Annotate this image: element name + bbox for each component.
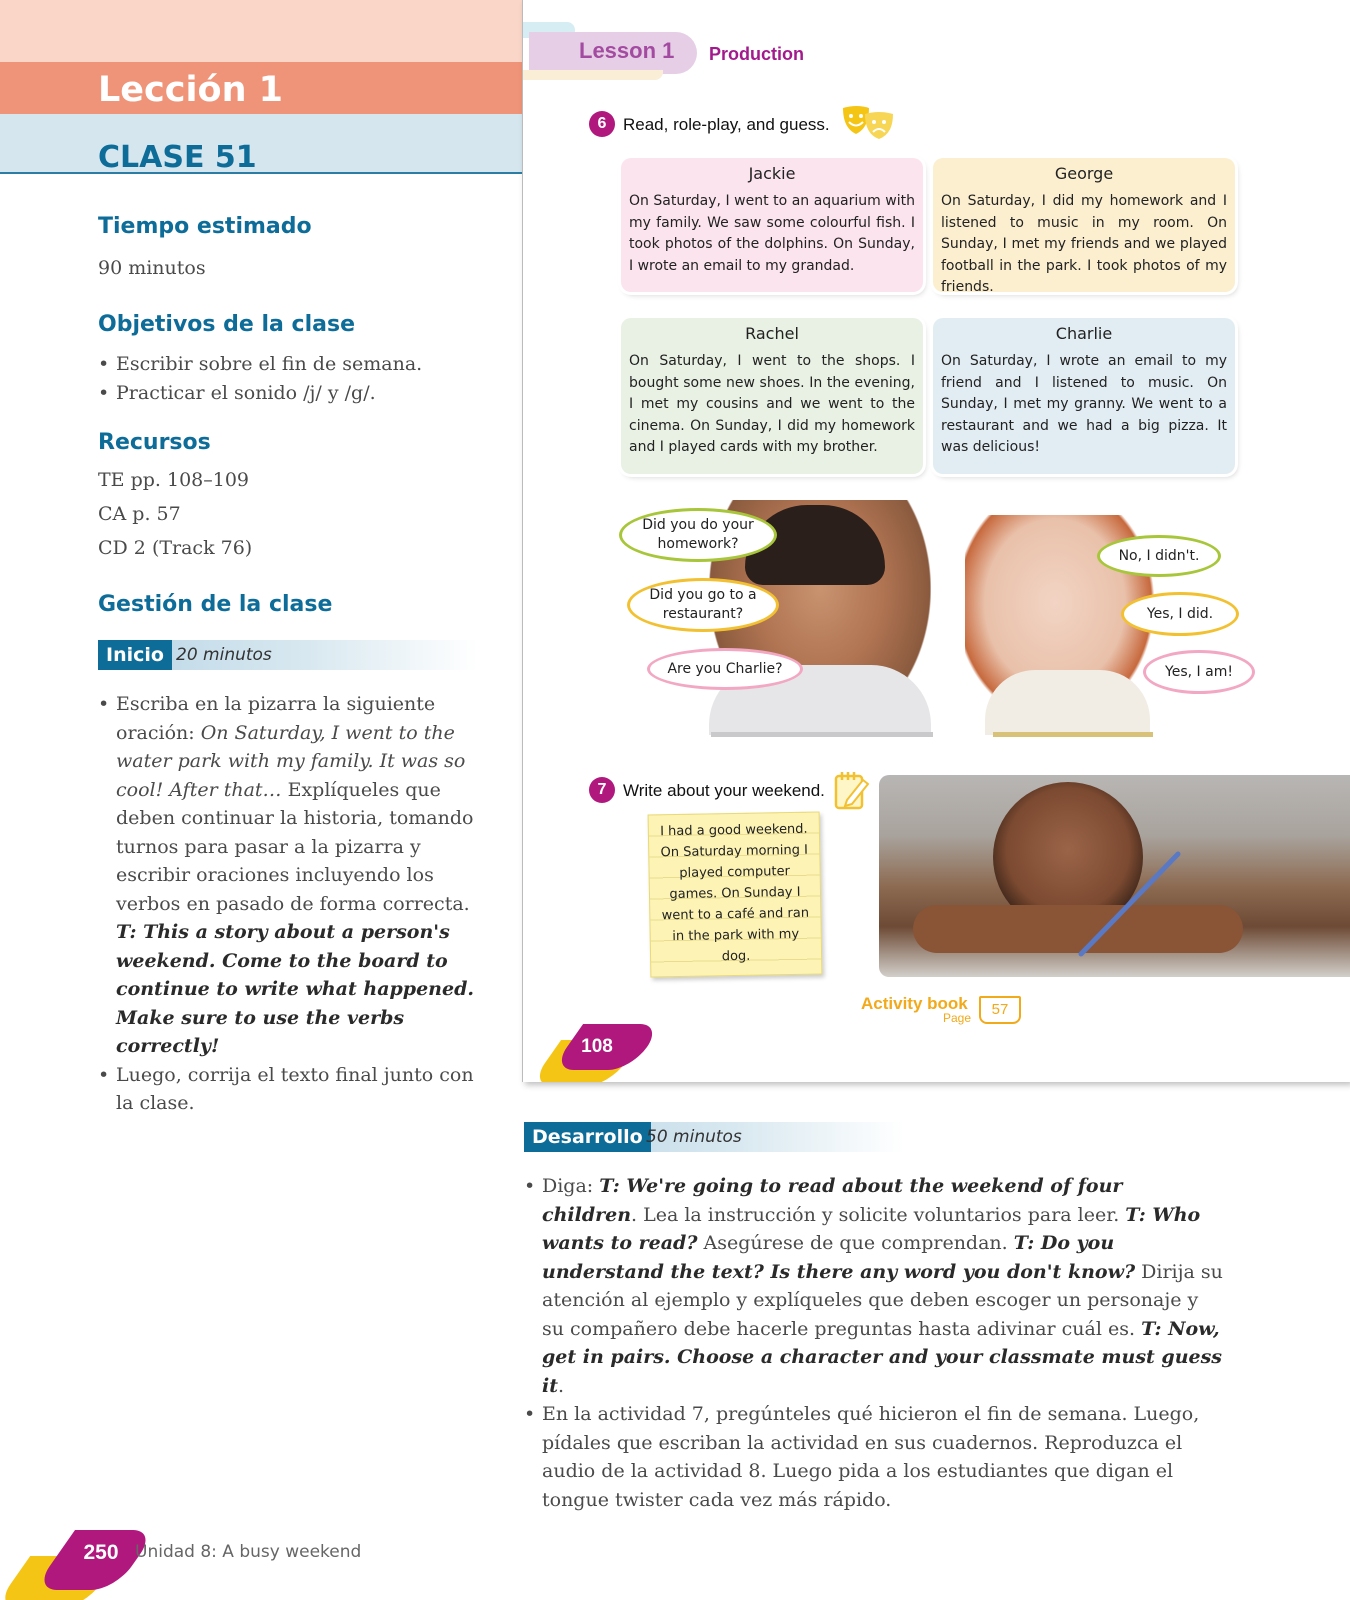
list-item: • En la actividad 7, pregúnteles qué hicieron el fin de semana. Luego, pídales que escriban la actividad en sus cuadernos. Reproduzca el audio de la actividad 8. Luego pida a los estudiantes que digan el tongue twister cada vez más rápido. bbox=[524, 1400, 1224, 1514]
desarrollo-label: Desarrollo bbox=[524, 1122, 651, 1152]
desarrollo-text-segment: . Lea la instrucción y solicite voluntarios para leer. bbox=[631, 1203, 1126, 1226]
inicio-time: 20 minutos bbox=[176, 645, 272, 665]
recurso-cd: CD 2 (Track 76) bbox=[98, 537, 253, 559]
card-name: Charlie bbox=[1055, 324, 1113, 343]
desarrollo-text-segment: . bbox=[558, 1374, 565, 1397]
photo-base bbox=[993, 732, 1153, 737]
activity-6-title: Read, role-play, and guess. bbox=[623, 115, 830, 134]
photo-base bbox=[711, 732, 933, 737]
desarrollo-bar bbox=[524, 1122, 904, 1152]
card-name: Rachel bbox=[745, 324, 799, 343]
unit-footer: Unidad 8: A busy weekend bbox=[135, 1542, 362, 1562]
pencil-notepad-icon bbox=[833, 770, 871, 812]
question-bubble: Are you Charlie? bbox=[647, 648, 803, 690]
list-item: • Escribir sobre el fin de semana. bbox=[98, 350, 498, 379]
girl-photo-shirt bbox=[985, 670, 1150, 735]
activity-book-page-label: Page bbox=[943, 1011, 972, 1025]
activity-7-number: 7 bbox=[589, 777, 615, 803]
card-text: On Saturday, I went to an aquarium with my family. We saw some colourful fish. I took photos of the dolphins. On Sunday, I wrote an email to my grandad. bbox=[629, 193, 915, 274]
desarrollo-text-segment: Asegúrese de que comprendan. bbox=[697, 1232, 1014, 1254]
leccion-title: Lección 1 bbox=[98, 70, 284, 110]
inicio-list bbox=[98, 690, 493, 1118]
inicio-quote: T: This a story about a person's weekend. Come to the board to continue to write what happened. Make sure to use the verbs correctly! bbox=[116, 921, 474, 1057]
pen-drawing bbox=[1073, 850, 1183, 960]
clase-band bbox=[0, 114, 522, 174]
recurso-te: TE pp. 108–109 bbox=[98, 469, 250, 491]
inicio-intro: Escriba en la pizarra la siguiente oración: bbox=[116, 693, 436, 744]
section-title: Production bbox=[709, 44, 804, 64]
question-bubble: Did you do your homework? bbox=[619, 508, 777, 562]
recursos-title: Recursos bbox=[98, 430, 211, 455]
card-text: On Saturday, I wrote an email to my friend and I listened to music. On Sunday, I met my granny. We went to a restaurant and we had a big pizza. It was delicious! bbox=[941, 353, 1227, 455]
list-item bbox=[524, 1172, 1224, 1400]
activity-7-title: Write about your weekend. bbox=[623, 781, 825, 800]
character-card-rachel bbox=[621, 318, 923, 474]
desarrollo-text-segment: T: Who wants to read? bbox=[542, 1203, 1201, 1254]
answer-bubble: Yes, I am! bbox=[1143, 650, 1255, 694]
desarrollo-text-segment: T: Do you understand the text? Is there any word you don't know? bbox=[542, 1232, 1136, 1283]
inicio-example: On Saturday, I went to the water park with my family. It was so cool! After that… bbox=[116, 721, 466, 801]
character-card-george bbox=[933, 158, 1235, 295]
activity-book-label: Activity book bbox=[861, 994, 968, 1013]
tiempo-value: 90 minutos bbox=[98, 257, 206, 279]
tiempo-title: Tiempo estimado bbox=[98, 214, 312, 239]
character-card-charlie bbox=[933, 318, 1235, 474]
objetivos-title: Objetivos de la clase bbox=[98, 312, 355, 337]
card-name: Jackie bbox=[748, 164, 796, 183]
desarrollo-text-segment: T: We're going to read about the weekend of four children bbox=[542, 1175, 1123, 1226]
question-bubble: Did you go to a restaurant? bbox=[627, 578, 779, 632]
list-item bbox=[98, 690, 493, 1061]
theatre-masks-icon bbox=[839, 104, 897, 140]
tab-decoration bbox=[523, 70, 663, 80]
inicio-explanation: Explíqueles que deben continuar la historia, tomando turnos para pasar a la pizarra y escribir oraciones incluyendo los verbos en pasado de forma correcta. bbox=[116, 778, 474, 915]
desarrollo-time: 50 minutos bbox=[646, 1127, 742, 1147]
desarrollo-text-segment: Dirija su atención al ejemplo y explíqueles que deben escoger un personaje y su compañero debe hacerle preguntas hasta adivinar cuál es. bbox=[542, 1260, 1223, 1340]
activity-6-number: 6 bbox=[589, 111, 615, 137]
desarrollo-text-segment: T: Now, get in pairs. Choose a character and your classmate must guess it bbox=[542, 1317, 1222, 1397]
objetivos-list bbox=[98, 350, 498, 407]
list-item: • Luego, corrija el texto final junto con la clase. bbox=[98, 1061, 493, 1118]
desarrollo-text-segment: Diga: bbox=[542, 1175, 600, 1197]
activity-book-page: 57 bbox=[991, 1001, 1009, 1018]
leccion-band bbox=[0, 62, 522, 114]
recurso-ca: CA p. 57 bbox=[98, 503, 181, 525]
answer-bubble: Yes, I did. bbox=[1121, 592, 1239, 636]
list-item: • Practicar el sonido /j/ y /g/. bbox=[98, 379, 498, 408]
inicio-label: Inicio bbox=[98, 640, 172, 670]
clase-title: CLASE 51 bbox=[98, 140, 257, 175]
book-page-number: 108 bbox=[581, 1036, 613, 1057]
character-card-jackie bbox=[621, 158, 923, 292]
inicio-bar bbox=[98, 640, 478, 670]
desarrollo-list bbox=[524, 1172, 1224, 1514]
gestion-title: Gestión de la clase bbox=[98, 592, 333, 617]
card-text: On Saturday, I went to the shops. I bought some new shoes. In the evening, I met my cousins and we went to the cinema. On Sunday, I did my homework and I played cards with my brother. bbox=[629, 353, 915, 455]
header-top-band bbox=[0, 0, 522, 62]
student-book-page bbox=[522, 0, 1350, 1082]
card-text: On Saturday, I did my homework and I listened to music in my room. On Sunday, I met my friends and we played football in the park. I took photos of my friends. bbox=[941, 193, 1227, 295]
answer-bubble: No, I didn't. bbox=[1097, 535, 1221, 577]
lesson-tab-label: Lesson 1 bbox=[579, 38, 675, 63]
guide-page-number: 250 bbox=[83, 1541, 119, 1564]
sticky-note: I had a good weekend. On Saturday morning I played computer games. On Sunday I went to a café and ran in the park with my dog. bbox=[648, 812, 823, 978]
open-book-icon bbox=[979, 996, 1021, 1024]
lesson-tab bbox=[529, 32, 697, 74]
card-name: George bbox=[1054, 164, 1114, 183]
